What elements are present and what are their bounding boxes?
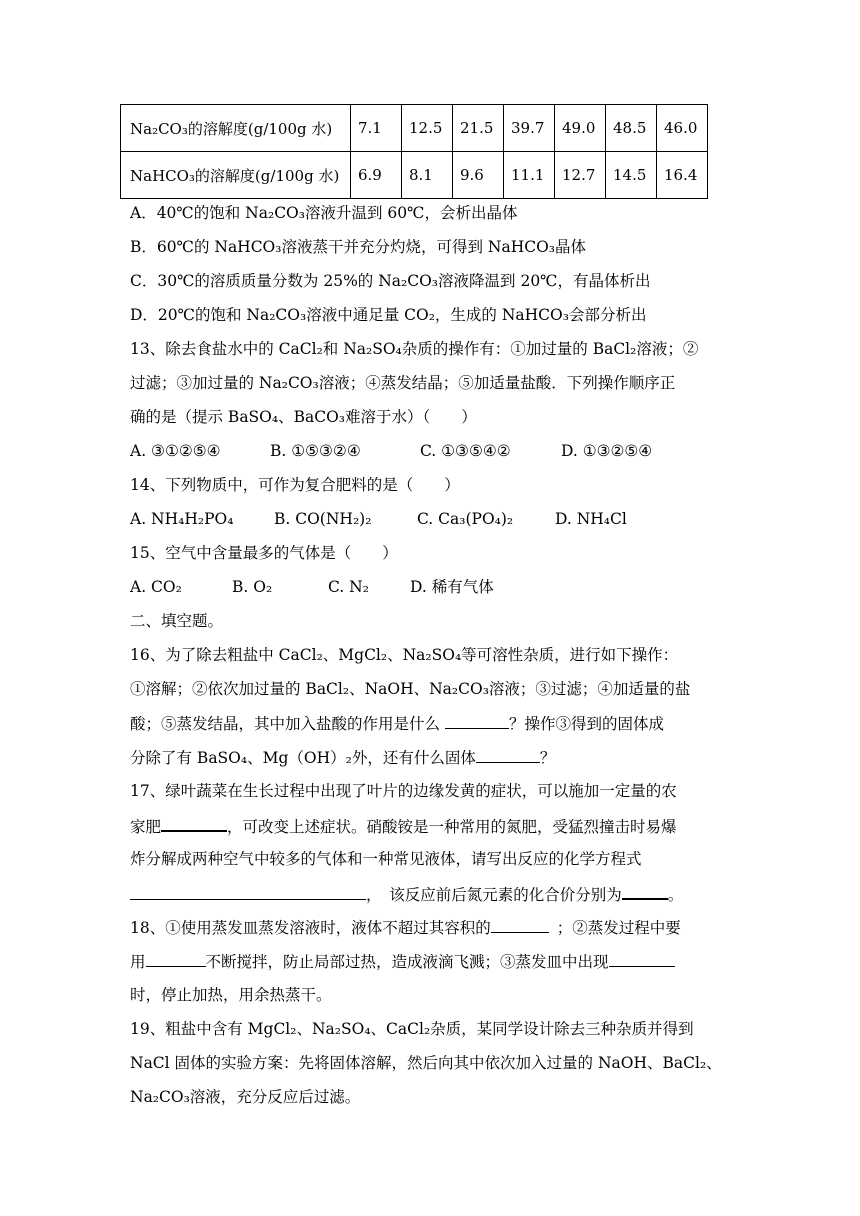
q17-line-4-text-b: 。 (667, 886, 684, 904)
q16-line-3-text-b: ？操作③得到的固体成 (508, 715, 664, 733)
q13-options (130, 440, 652, 462)
q14-option-b: B. CO(NH₂)₂ (274, 510, 372, 528)
q13-option-d: D. ①③②⑤④ (561, 442, 653, 460)
q18-line-2-text-b: 不断搅拌，防止局部过热，造成液滴飞溅；③蒸发皿中出现 (205, 953, 609, 971)
table-cell: 49.0 (555, 105, 606, 152)
q15-option-b: B. O₂ (232, 578, 273, 596)
table-cell: 6.9 (351, 152, 402, 199)
q15-stem: 15、空气中含量最多的气体是（ ） (130, 544, 398, 562)
q15-options (130, 576, 494, 598)
q16-line-3 (130, 712, 664, 735)
q17-line-2 (130, 814, 677, 838)
table-row (121, 105, 708, 152)
q12-option-a: A．40℃的饱和 Na₂CO₃溶液升温到 60℃，会析出晶体 (130, 204, 518, 222)
table-cell: 9.6 (453, 152, 504, 199)
q17-line-2-text-b: ，可改变上述症状。硝酸铵是一种常用的氮肥，受猛烈撞击时易爆 (227, 818, 677, 836)
q14-option-a: A. NH₄H₂PO₄ (130, 510, 234, 528)
q13-option-b: B. ①⑤③②④ (270, 442, 361, 460)
q16-line-2: ①溶解；②依次加过量的 BaCl₂、NaOH、Na₂CO₃溶液；③过滤；④加适量的盐 (130, 680, 691, 698)
table-cell: 46.0 (657, 105, 708, 152)
q18-line-2-text-a: 用 (130, 953, 146, 971)
q16-line-4-text-a: 分除了有 BaSO₄、Mg（OH）₂外，还有什么固体 (130, 749, 476, 767)
q13-stem-line-3: 确的是（提示 BaSO₄、BaCO₃难溶于水）（ ） (130, 408, 477, 426)
q13-option-a: A. ③①②⑤④ (130, 442, 221, 460)
q18-line-1-text-a: 18、①使用蒸发皿蒸发溶液时，液体不超过其容积的 (130, 919, 491, 937)
table-row-label: Na₂CO₃的溶解度(g/100g 水) (121, 105, 351, 152)
q15-option-c: C. N₂ (328, 578, 369, 596)
table-cell: 11.1 (504, 152, 555, 199)
q18-line-3: 时，停止加热，用余热蒸干。 (130, 986, 332, 1004)
answer-blank[interactable] (476, 746, 540, 763)
q12-option-c: C．30℃的溶质质量分数为 25%的 Na₂CO₃溶液降温到 20℃，有晶体析出 (130, 272, 651, 290)
table-row-label: NaHCO₃的溶解度(g/100g 水) (121, 152, 351, 199)
table-cell: 7.1 (351, 105, 402, 152)
section-heading: 二、填空题。 (130, 612, 224, 630)
q12-option-b: B．60℃的 NaHCO₃溶液蒸干并充分灼烧，可得到 NaHCO₃晶体 (130, 238, 587, 256)
q17-line-3: 炸分解成两种空气中较多的气体和一种常见液体，请写出反应的化学方程式 (130, 850, 642, 868)
table-cell: 12.7 (555, 152, 606, 199)
answer-blank[interactable] (130, 883, 366, 900)
q19-line-2: NaCl 固体的实验方案：先将固体溶解，然后向其中依次加入过量的 NaOH、BaCl₂、 (130, 1054, 722, 1072)
table-cell: 8.1 (402, 152, 453, 199)
q13-option-c: C. ①③⑤④② (420, 442, 511, 460)
q17-line-4-text-a: ， 该反应前后氮元素的化合价分别为 (366, 886, 622, 904)
q19-line-3: Na₂CO₃溶液，充分反应后过滤。 (130, 1088, 361, 1106)
q15-option-d: D. 稀有气体 (410, 578, 494, 596)
table-cell: 39.7 (504, 105, 555, 152)
table-cell: 16.4 (657, 152, 708, 199)
answer-blank[interactable] (609, 950, 675, 967)
q13-stem-line-1: 13、除去食盐水中的 CaCl₂和 Na₂SO₄杂质的操作有：①加过量的 BaCl₂溶液；② (130, 340, 699, 358)
q16-line-3-text-a: 酸；⑤蒸发结晶，其中加入盐酸的作用是什么 (130, 715, 445, 733)
q12-option-d: D．20℃的饱和 Na₂CO₃溶液中通足量 CO₂，生成的 NaHCO₃会部分析出 (130, 306, 647, 324)
q14-stem: 14、下列物质中，可作为复合肥料的是（ ） (130, 476, 460, 494)
table-cell: 12.5 (402, 105, 453, 152)
q14-option-d: D. NH₄Cl (555, 510, 627, 528)
answer-blank[interactable] (491, 916, 549, 933)
table-cell: 48.5 (606, 105, 657, 152)
q16-line-4 (130, 746, 555, 769)
q16-line-4-text-b: ？ (539, 749, 556, 767)
table-row (121, 152, 708, 199)
q14-options (130, 508, 627, 530)
answer-blank[interactable] (161, 814, 227, 832)
q15-option-a: A. CO₂ (130, 578, 182, 596)
q18-line-1 (130, 916, 681, 939)
q19-line-1: 19、粗盐中含有 MgCl₂、Na₂SO₄、CaCl₂杂质，某同学设计除去三种杂质并得到 (130, 1020, 694, 1038)
table-cell: 14.5 (606, 152, 657, 199)
q16-line-1: 16、为了除去粗盐中 CaCl₂、MgCl₂、Na₂SO₄等可溶性杂质，进行如下操作： (130, 646, 679, 664)
q17-line-2-text-a: 家肥 (130, 818, 162, 836)
q18-line-1-text-b: ；②蒸发过程中要 (556, 919, 681, 937)
q14-option-c: C. Ca₃(PO₄)₂ (417, 510, 514, 528)
solubility-table (120, 104, 708, 199)
answer-blank[interactable] (622, 882, 668, 900)
q17-line-4 (130, 882, 683, 906)
q17-line-1: 17、绿叶蔬菜在生长过程中出现了叶片的边缘发黄的症状，可以施加一定量的农 (130, 782, 677, 800)
answer-blank[interactable] (445, 712, 509, 729)
answer-blank[interactable] (146, 950, 206, 967)
q18-line-2 (130, 950, 675, 973)
table-cell: 21.5 (453, 105, 504, 152)
q13-stem-line-2: 过滤；③加过量的 Na₂CO₃溶液；④蒸发结晶；⑤加适量盐酸．下列操作顺序正 (130, 374, 676, 392)
